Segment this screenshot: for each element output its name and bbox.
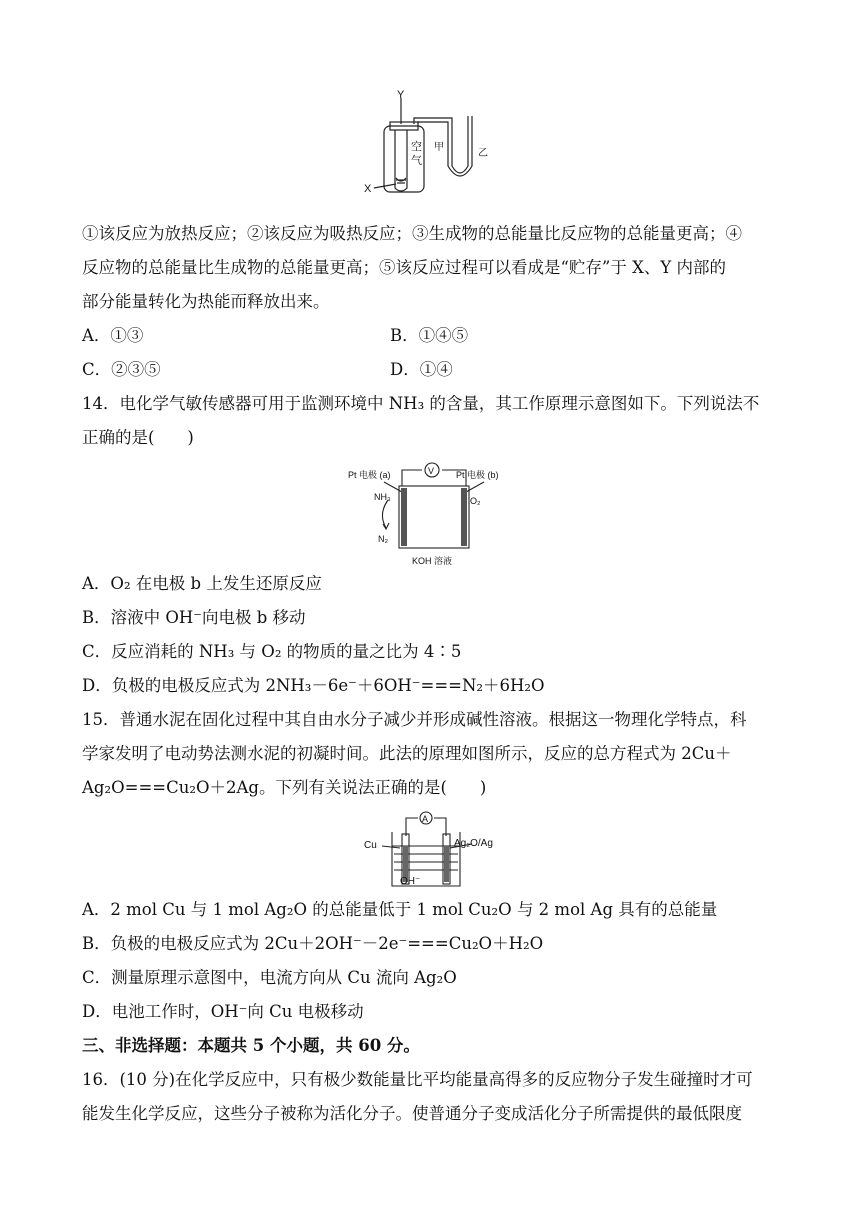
q15-option-d: D．电池工作时，OH⁻向 Cu 电极移动 (82, 1002, 364, 1021)
electrode-b-label: Pt 电极 (b) (456, 470, 499, 480)
flask-u-tube-figure (360, 88, 520, 200)
q16-stem-line-2: 能发生化学反应，这些分子被称为活化分子。使普通分子变成活化分子所需提供的最低限度 (82, 1104, 742, 1123)
voltmeter-label: V (428, 466, 435, 476)
q13-option-c: C．②③⑤ (82, 360, 161, 379)
q13-statement-line-1: ①该反应为放热反应；②该反应为吸热反应；③生成物的总能量比反应物的总能量更高；④ (82, 224, 742, 243)
q14-stem-line-1: 14．电化学气敏传感器可用于监测环境中 NH₃ 的含量，其工作原理示意图如下。下列说法不 (82, 394, 760, 413)
nh3-label: NH₃ (374, 492, 391, 502)
q16-stem-line-1: 16．(10 分)在化学反应中，只有极少数能量比平均能量高得多的反应物分子发生碰撞时才可 (82, 1070, 753, 1089)
q15-stem-line-1: 15．普通水泥在固化过程中其自由水分子减少并形成碱性溶液。根据这一物理化学特点，科 (82, 710, 747, 729)
n2-label: N₂ (378, 534, 388, 544)
q13-statement-line-2: 反应物的总能量比生成物的总能量更高；⑤该反应过程可以看成是“贮存”于 X、Y 内部的 (82, 258, 726, 277)
electrode-a-label: Pt 电极 (a) (348, 470, 391, 480)
o2-label: O₂ (470, 496, 481, 506)
section-3-heading: 三、非选择题：本题共 5 个小题，共 60 分。 (82, 1036, 420, 1055)
q15-stem-line-3: Ag₂O===Cu₂O＋2Ag。下列有关说法正确的是( ) (82, 778, 487, 797)
gas-sensor-figure (344, 456, 524, 568)
q14-option-a: A．O₂ 在电极 b 上发生还原反应 (82, 574, 322, 593)
q13-statement-line-3: 部分能量转化为热能而释放出来。 (82, 292, 330, 311)
q15-option-c: C．测量原理示意图中，电流方向从 Cu 流向 Ag₂O (82, 968, 457, 987)
q14-option-d: D．负极的电极反应式为 2NH₃－6e⁻＋6OH⁻===N₂＋6H₂O (82, 676, 545, 695)
label-yi: 乙 (478, 148, 488, 159)
label-x: X (364, 183, 372, 195)
q14-option-c: C．反应消耗的 NH₃ 与 O₂ 的物质的量之比为 4∶5 (82, 642, 462, 661)
ammeter-label: A (422, 814, 429, 824)
q13-option-d: D．①④ (390, 360, 453, 379)
q14-option-b: B．溶液中 OH⁻向电极 b 移动 (82, 608, 306, 627)
q15-option-b: B．负极的电极反应式为 2Cu＋2OH⁻－2e⁻===Cu₂O＋H₂O (82, 934, 544, 953)
koh-label: KOH 溶液 (412, 556, 453, 566)
q14-stem-line-2: 正确的是( ) (82, 428, 194, 447)
cement-cell-figure (360, 806, 510, 890)
q13-option-a: A．①③ (82, 326, 144, 345)
ag-electrode-label: Ag₂O/Ag (454, 838, 493, 849)
label-air-1: 空 (411, 141, 422, 153)
q15-option-a: A．2 mol Cu 与 1 mol Ag₂O 的总能量低于 1 mol Cu₂O 与 2 mol Ag 具有的总能量 (82, 900, 718, 919)
q13-option-b: B．①④⑤ (390, 326, 469, 345)
q15-stem-line-2: 学家发明了电动势法测水泥的初凝时间。此法的原理如图所示，反应的总方程式为 2Cu＋ (82, 744, 732, 763)
cu-label: Cu (364, 840, 377, 851)
label-jia: 甲 (434, 142, 444, 153)
label-y: Y (397, 89, 405, 101)
oh-label: OH⁻ (400, 876, 421, 887)
label-air-2: 气 (411, 155, 422, 167)
